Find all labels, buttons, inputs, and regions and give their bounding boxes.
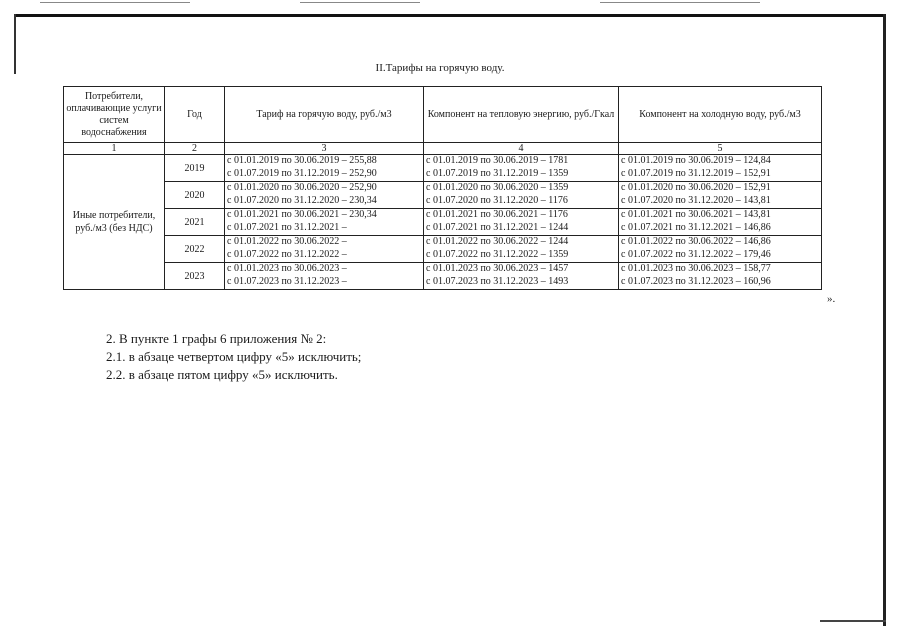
tariff-period-1: с 01.01.2021 по 30.06.2021 – 230,34: [227, 209, 377, 220]
heat-period-2: с 01.07.2020 по 31.12.2020 – 1176: [426, 195, 568, 206]
cold-period-1: с 01.01.2021 по 30.06.2021 – 143,81: [621, 209, 771, 220]
cold-cell: [619, 236, 822, 263]
tariff-period-2: с 01.07.2020 по 31.12.2020 – 230,34: [227, 195, 377, 206]
tariff-cell: [225, 182, 424, 209]
cold-period-1: с 01.01.2023 по 30.06.2023 – 158,77: [621, 263, 771, 274]
cold-period-1: с 01.01.2019 по 30.06.2019 – 124,84: [621, 155, 771, 166]
tariff-period-2: с 01.07.2019 по 31.12.2019 – 252,90: [227, 168, 377, 179]
table-header-row: [64, 87, 822, 143]
header-hot-water-tariff: Тариф на горячую воду, руб./м3: [225, 87, 424, 143]
column-number: 5: [619, 143, 822, 155]
heat-cell: [424, 155, 619, 182]
tariff-cell: [225, 209, 424, 236]
table-row: [64, 263, 822, 290]
year-cell: 2020: [165, 182, 225, 209]
tariff-period-2: с 01.07.2021 по 31.12.2021 –: [227, 222, 347, 233]
scan-artifact-line: [40, 2, 190, 3]
scan-artifact-line: [600, 2, 760, 3]
heat-period-2: с 01.07.2019 по 31.12.2019 – 1359: [426, 168, 569, 179]
heat-period-1: с 01.01.2022 по 30.06.2022 – 1244: [426, 236, 569, 247]
consumer-cell: Иные потребители, руб./м3 (без НДС): [64, 155, 165, 290]
paragraph-item-2-1: 2.1. в абзаце четвертом цифру «5» исключить;: [106, 349, 362, 364]
column-number: 4: [424, 143, 619, 155]
heat-cell: [424, 209, 619, 236]
tariff-period-2: с 01.07.2023 по 31.12.2023 –: [227, 276, 347, 287]
cold-period-2: с 01.07.2020 по 31.12.2020 – 143,81: [621, 195, 771, 206]
column-number: 2: [165, 143, 225, 155]
heat-period-2: с 01.07.2021 по 31.12.2021 – 1244: [426, 222, 569, 233]
tariff-cell: [225, 155, 424, 182]
column-number: 3: [225, 143, 424, 155]
tariff-period-1: с 01.01.2020 по 30.06.2020 – 252,90: [227, 182, 377, 193]
table-row: [64, 182, 822, 209]
year-cell: 2022: [165, 236, 225, 263]
paragraph-item-2: 2. В пункте 1 графы 6 приложения № 2:: [106, 331, 327, 346]
table-row: [64, 209, 822, 236]
cold-period-1: с 01.01.2020 по 30.06.2020 – 152,91: [621, 182, 771, 193]
cold-period-1: с 01.01.2022 по 30.06.2022 – 146,86: [621, 236, 771, 247]
heat-cell: [424, 236, 619, 263]
cold-cell: [619, 182, 822, 209]
cold-cell: [619, 209, 822, 236]
heat-period-1: с 01.01.2019 по 30.06.2019 – 1781: [426, 155, 569, 166]
header-year: Год: [165, 87, 225, 143]
tariff-period-1: с 01.01.2019 по 30.06.2019 – 255,88: [227, 155, 377, 166]
section-title: II.Тарифы на горячую воду.: [375, 62, 505, 74]
cold-cell: [619, 263, 822, 290]
header-consumers: Потребители, оплачивающие услуги систем водоснабжения: [64, 87, 165, 143]
heat-period-1: с 01.01.2023 по 30.06.2023 – 1457: [426, 263, 569, 274]
column-number-row: [64, 143, 822, 155]
header-heat-component: Компонент на тепловую энергию, руб./Гкал: [424, 87, 619, 143]
tariff-table: [63, 86, 822, 290]
heat-period-2: с 01.07.2023 по 31.12.2023 – 1493: [426, 276, 569, 287]
cold-period-2: с 01.07.2022 по 31.12.2022 – 179,46: [621, 249, 771, 260]
closing-quote-mark: ».: [827, 293, 836, 305]
cold-period-2: с 01.07.2021 по 31.12.2021 – 146,86: [621, 222, 771, 233]
header-cold-water-component: Компонент на холодную воду, руб./м3: [619, 87, 822, 143]
paragraph-item-2-2: 2.2. в абзаце пятом цифру «5» исключить.: [106, 367, 338, 382]
scan-border-right: [883, 14, 886, 626]
scan-artifact-line: [300, 2, 420, 3]
heat-period-2: с 01.07.2022 по 31.12.2022 – 1359: [426, 249, 569, 260]
heat-period-1: с 01.01.2020 по 30.06.2020 – 1359: [426, 182, 569, 193]
year-cell: 2019: [165, 155, 225, 182]
table-row: [64, 236, 822, 263]
cold-period-2: с 01.07.2023 по 31.12.2023 – 160,96: [621, 276, 771, 287]
table-row: [64, 155, 822, 182]
tariff-cell: [225, 236, 424, 263]
tariff-period-1: с 01.01.2023 по 30.06.2023 –: [227, 263, 347, 274]
tariff-cell: [225, 263, 424, 290]
column-number: 1: [64, 143, 165, 155]
tariff-period-1: с 01.01.2022 по 30.06.2022 –: [227, 236, 347, 247]
cold-cell: [619, 155, 822, 182]
scan-border-bottom: [820, 620, 886, 622]
heat-cell: [424, 263, 619, 290]
cold-period-2: с 01.07.2019 по 31.12.2019 – 152,91: [621, 168, 771, 179]
scan-border-top: [14, 14, 886, 17]
year-cell: 2023: [165, 263, 225, 290]
heat-period-1: с 01.01.2021 по 30.06.2021 – 1176: [426, 209, 568, 220]
tariff-period-2: с 01.07.2022 по 31.12.2022 –: [227, 249, 347, 260]
year-cell: 2021: [165, 209, 225, 236]
heat-cell: [424, 182, 619, 209]
